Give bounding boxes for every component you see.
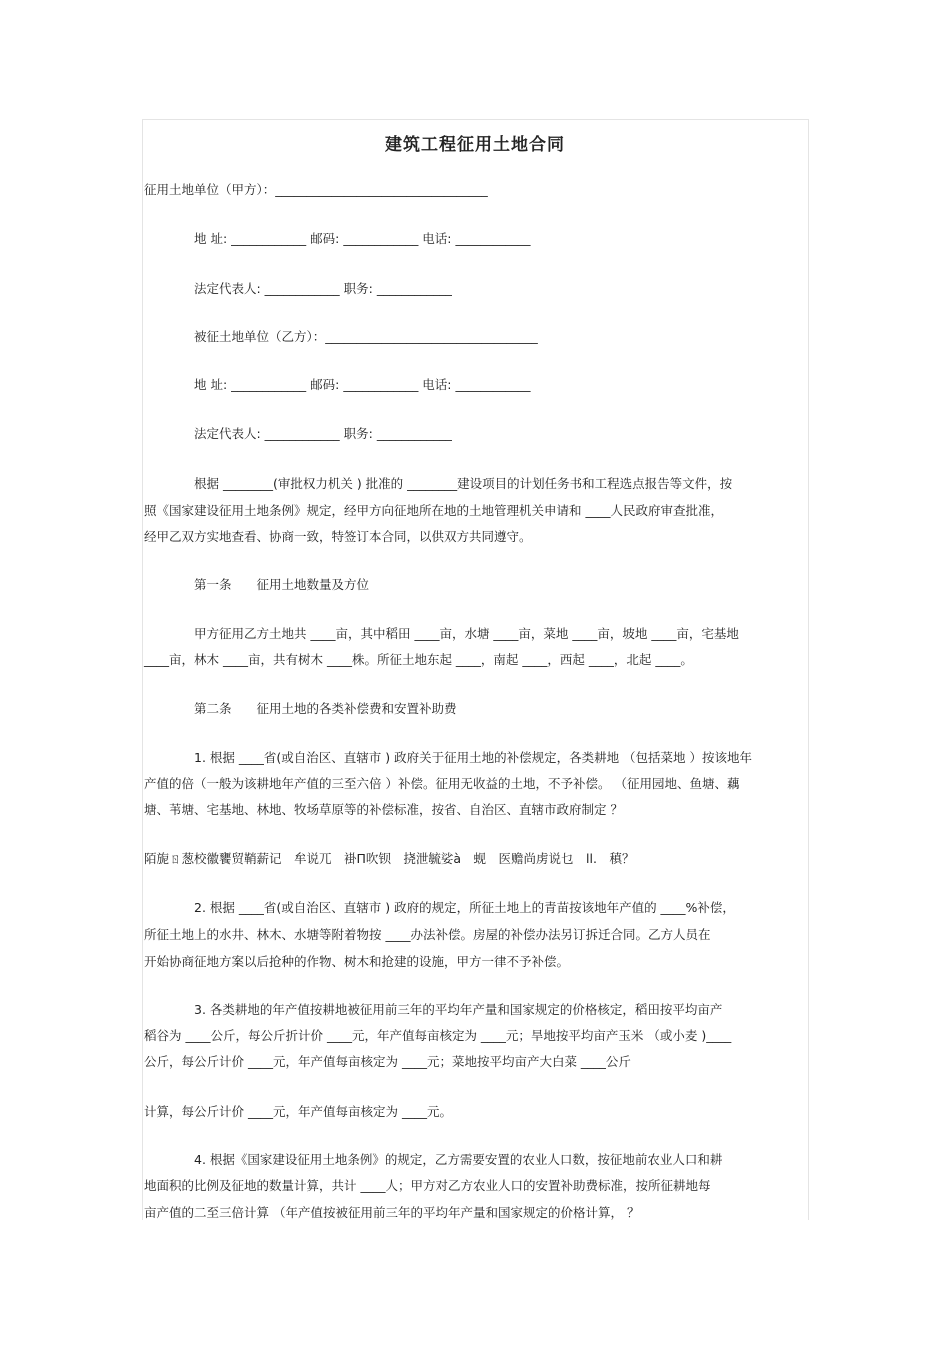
article-2-heading: 第二条 征用土地的各类补偿费和安置补助费 bbox=[194, 701, 457, 716]
document-title: 建筑工程征用土地合同 bbox=[385, 135, 565, 155]
garbled-line: 陌旎ㄖ葱校徽饔贸鞘薪记 牟说兀 褂Π吹钡 挠泄毓娑à 蚬 医赡尚虏说乜 ll. 稹？ bbox=[144, 851, 635, 866]
clause-2-text: 所征土地上的水井、林木、水塘等附着物按 ____办法补偿。房屋的补偿办法另订拆迁合同。乙方人员在 bbox=[144, 927, 711, 942]
clause-4-text: 地面积的比例及征地的数量计算，共计 ____人；甲方对乙方农业人口的安置补助费标准，按所征耕地每 bbox=[144, 1178, 711, 1193]
party-a-address: 地 址: ____________ 邮码: ____________ 电话: ____________ bbox=[194, 231, 531, 246]
clause-3-text: 计算，每公斤计价 ____元，年产值每亩核定为 ____元。 bbox=[144, 1104, 452, 1119]
clause-4-text: 亩产值的二至三倍计算 （年产值按被征用前三年的平均年产量和国家规定的价格计算， ？ bbox=[144, 1205, 640, 1220]
clause-3-text: 3. 各类耕地的年产值按耕地被征用前三年的平均年产量和国家规定的价格核定，稻田按平均亩产 bbox=[194, 1002, 723, 1017]
preamble-line: 根据 ________(审批权力机关 ) 批准的 ________建设项目的计划任务书和工程选点报告等文件，按 bbox=[194, 476, 733, 491]
clause-1-text: 产值的倍（一般为该耕地年产值的三至六倍 ）补偿。征用无收益的土地，不予补偿。 （征用园地、鱼塘、藕 bbox=[144, 776, 740, 791]
clause-2-text: 开始协商征地方案以后抢种的作物、树木和抢建的设施，甲方一律不予补偿。 bbox=[144, 954, 570, 969]
preamble-line: 照《国家建设征用土地条例》规定，经甲方向征地所在地的土地管理机关申请和 ____人民政府审查批准， bbox=[144, 503, 723, 518]
clause-4-text: 4. 根据《国家建设征用土地条例》的规定，乙方需要安置的农业人口数，按征地前农业人口和耕 bbox=[194, 1152, 723, 1167]
article-1-text: ____亩，林木 ____亩，共有树木 ____株。所征土地东起 ____，南起 ____，西起 ____，北起 ____。 bbox=[144, 652, 693, 667]
preamble-line: 经甲乙双方实地查看、协商一致，特签订本合同，以供双方共同遵守。 bbox=[144, 529, 532, 544]
party-b-representative: 法定代表人: ____________ 职务: ____________ bbox=[194, 426, 452, 441]
clause-1-text: 1. 根据 ____省(或自治区、直辖市 ) 政府关于征用土地的补偿规定，各类耕地 （包括菜地 ）按该地年 bbox=[194, 750, 753, 765]
party-b-unit: 被征土地单位（乙方）：__________________________________ bbox=[194, 329, 538, 344]
article-1-text: 甲方征用乙方土地共 ____亩，其中稻田 ____亩，水塘 ____亩，菜地 ____亩，坡地 ____亩，宅基地 bbox=[194, 626, 739, 641]
clause-3-text: 公斤，每公斤计价 ____元，年产值每亩核定为 ____元；菜地按平均亩产大白菜 ____公斤 bbox=[144, 1054, 631, 1069]
party-a-representative: 法定代表人: ____________ 职务: ____________ bbox=[194, 281, 452, 296]
party-a-unit: 征用土地单位（甲方）：__________________________________ bbox=[144, 182, 488, 197]
clause-2-text: 2. 根据 ____省(或自治区、直辖市 ) 政府的规定，所征土地上的青苗按该地年产值的 ____%补偿， bbox=[194, 900, 735, 915]
article-1-heading: 第一条 征用土地数量及方位 bbox=[194, 577, 370, 592]
party-b-address: 地 址: ____________ 邮码: ____________ 电话: ____________ bbox=[194, 377, 531, 392]
clause-1-text: 塘、苇塘、宅基地、林地、牧场草原等的补偿标准，按省、自治区、直辖市政府制定 ？ bbox=[144, 802, 623, 817]
clause-3-text: 稻谷为 ____公斤，每公斤折计价 ____元，年产值每亩核定为 ____元；旱地按平均亩产玉米 （或小麦 )____ bbox=[144, 1028, 732, 1043]
